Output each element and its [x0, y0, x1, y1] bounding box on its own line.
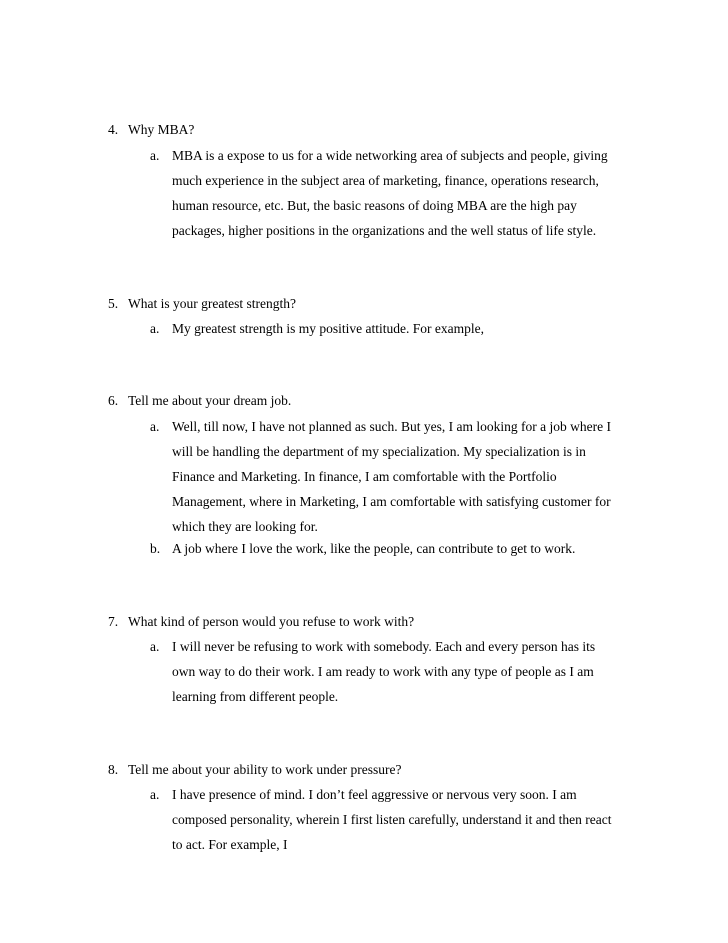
- question-title: Tell me about your ability to work under pressure?: [128, 762, 402, 777]
- answer-line: I will never be refusing to work with somebody. Each and every person has its: [172, 639, 596, 654]
- answer-line: which they are looking for.: [172, 519, 318, 534]
- question-title: What kind of person would you refuse to work with?: [128, 614, 415, 629]
- answer-line: learning from different people.: [172, 689, 339, 704]
- answer-line: I have presence of mind. I don’t feel aggressive or nervous very soon. I am: [172, 787, 577, 802]
- answer-line: MBA is a expose to us for a wide networking area of subjects and people, giving: [172, 148, 608, 163]
- answer-label: a.: [150, 419, 160, 434]
- answer-line: to act. For example, I: [172, 837, 288, 852]
- answer-line: Management, where in Marketing, I am comfortable with satisfying customer for: [172, 494, 611, 509]
- answer-label: a.: [150, 787, 160, 802]
- answer-line: A job where I love the work, like the people, can contribute to get to work.: [172, 541, 576, 556]
- answer-label: a.: [150, 321, 160, 336]
- question-number: 4.: [108, 122, 119, 137]
- answer-line: My greatest strength is my positive attitude. For example,: [172, 321, 484, 336]
- answer-label: a.: [150, 148, 160, 163]
- question-number: 6.: [108, 393, 119, 408]
- answer-line: human resource, etc. But, the basic reasons of doing MBA are the high pay: [172, 198, 577, 213]
- answer-line: packages, higher positions in the organizations and the well status of life style.: [172, 223, 597, 238]
- question-number: 8.: [108, 762, 119, 777]
- answer-label: b.: [150, 541, 161, 556]
- question-number: 7.: [108, 614, 119, 629]
- question-number: 5.: [108, 296, 119, 311]
- answer-line: will be handling the department of my specialization. My specialization is in: [172, 444, 586, 459]
- answer-line: Finance and Marketing. In finance, I am comfortable with the Portfolio: [172, 469, 557, 484]
- answer-line: composed personality, wherein I first listen carefully, understand it and then react: [172, 812, 612, 827]
- answer-line: own way to do their work. I am ready to work with any type of people as I am: [172, 664, 594, 679]
- question-title: What is your greatest strength?: [128, 296, 296, 311]
- question-title: Why MBA?: [128, 122, 195, 137]
- answer-label: a.: [150, 639, 160, 654]
- answer-line: much experience in the subject area of marketing, finance, operations research,: [172, 173, 599, 188]
- question-title: Tell me about your dream job.: [128, 393, 292, 408]
- answer-line: Well, till now, I have not planned as such. But yes, I am looking for a job where I: [172, 419, 611, 434]
